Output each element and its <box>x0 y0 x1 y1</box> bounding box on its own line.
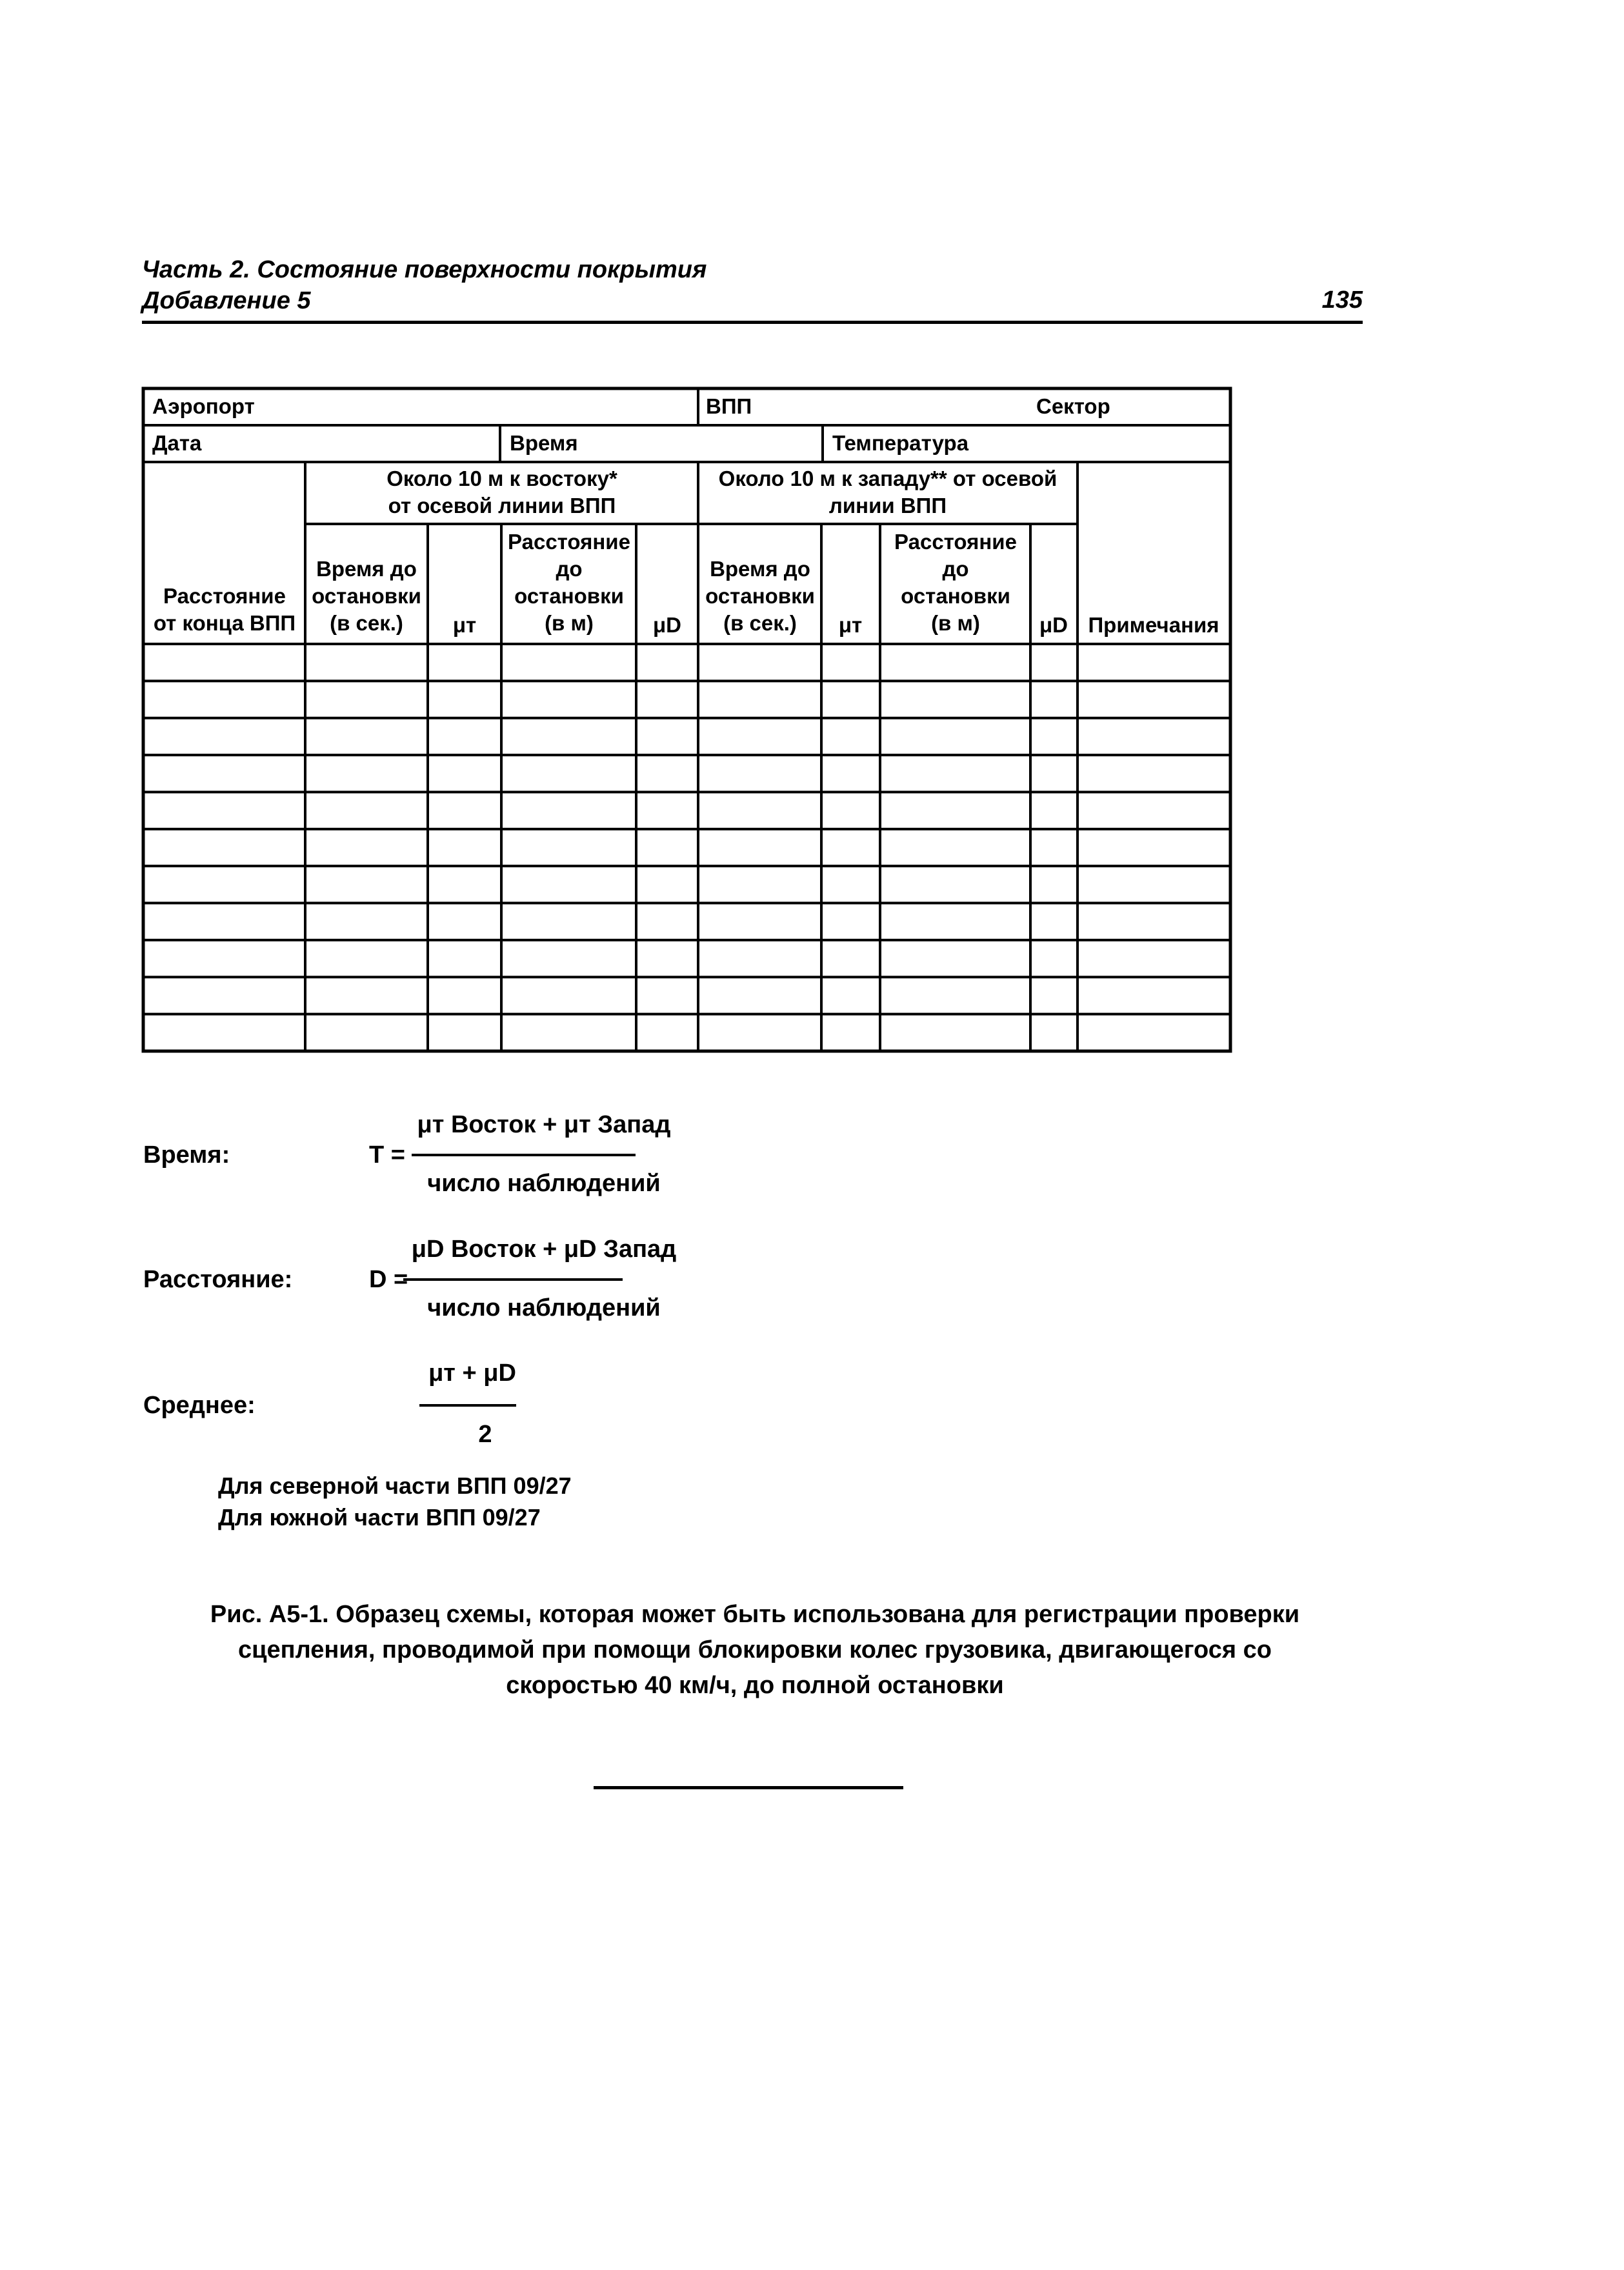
east-col-mu-d: μD <box>652 613 682 637</box>
west-col-mu-d: μD <box>1039 613 1068 637</box>
east-col-distance-line1: Расстояние <box>508 530 630 554</box>
page-number: 135 <box>1321 286 1363 314</box>
date-label: Дата <box>152 431 202 455</box>
formula-average-label: Среднее: <box>143 1392 256 1419</box>
formula-distance-lhs: D = <box>369 1266 408 1293</box>
west-col-time-line1: Время до <box>710 557 810 581</box>
east-col-time-line3: (в сек.) <box>330 611 403 635</box>
west-col-distance-line3: остановки <box>901 584 1010 608</box>
running-header-appendix: Добавление 5 <box>142 287 311 314</box>
temperature-label: Температура <box>832 431 969 455</box>
note-south-part: Для южной части ВПП 09/27 <box>218 1504 541 1531</box>
east-col-distance-line2: до <box>556 557 583 581</box>
east-col-distance-line4: (в м) <box>545 611 594 635</box>
observation-form-table <box>0 0 1624 1097</box>
formula-time-lhs: T = <box>369 1141 405 1169</box>
east-col-distance-line3: остановки <box>514 584 624 608</box>
formula-time-numerator: μт Восток + μт Запад <box>417 1111 671 1138</box>
west-col-distance-line2: до <box>942 557 969 581</box>
west-group-line1: Около 10 м к западу** от осевой <box>718 467 1058 490</box>
running-header-part: Часть 2. Состояние поверхности покрытия <box>142 256 707 283</box>
formula-time-denominator: число наблюдений <box>427 1170 661 1197</box>
east-col-mu-t: μт <box>452 613 477 637</box>
formula-distance-label: Расстояние: <box>143 1266 293 1293</box>
col-notes: Примечания <box>1088 613 1219 637</box>
formula-distance-denominator: число наблюдений <box>427 1294 661 1321</box>
col-distance-from-end-line1: Расстояние <box>163 584 286 608</box>
sector-label: Сектор <box>1036 394 1110 418</box>
airport-label: Аэропорт <box>152 394 255 418</box>
caption-line2: сцепления, проводимой при помощи блокировки колес грузовика, двигающегося со <box>238 1636 1272 1663</box>
time-label: Время <box>510 431 578 455</box>
west-group-line2: линии ВПП <box>828 494 947 517</box>
col-distance-from-end-line2: от конца ВПП <box>153 611 296 635</box>
east-group-line2: от осевой линии ВПП <box>388 494 616 517</box>
east-col-time-line2: остановки <box>312 584 421 608</box>
formula-time-label: Время: <box>143 1141 230 1169</box>
formulas <box>0 1084 1624 1445</box>
end-rule <box>594 1786 903 1789</box>
west-col-time-line2: остановки <box>705 584 815 608</box>
east-col-time-line1: Время до <box>316 557 417 581</box>
west-col-distance-line4: (в м) <box>931 611 980 635</box>
figure-caption <box>148 1597 1361 1703</box>
east-group-line1: Около 10 м к востоку* <box>386 467 617 490</box>
west-col-mu-t: μт <box>838 613 863 637</box>
runway-label: ВПП <box>706 394 752 418</box>
formula-average-numerator: μт + μD <box>428 1360 516 1387</box>
formula-average-denominator: 2 <box>478 1421 492 1445</box>
west-col-time-line3: (в сек.) <box>723 611 797 635</box>
west-col-distance-line1: Расстояние <box>894 530 1017 554</box>
caption-line1: Рис. А5-1. Образец схемы, которая может быть использована для регистрации проверки <box>210 1601 1300 1628</box>
formula-distance-numerator: μD Восток + μD Запад <box>411 1236 677 1263</box>
note-north-part: Для северной части ВПП 09/27 <box>218 1472 572 1499</box>
caption-line3: скоростью 40 км/ч, до полной остановки <box>506 1672 1004 1699</box>
